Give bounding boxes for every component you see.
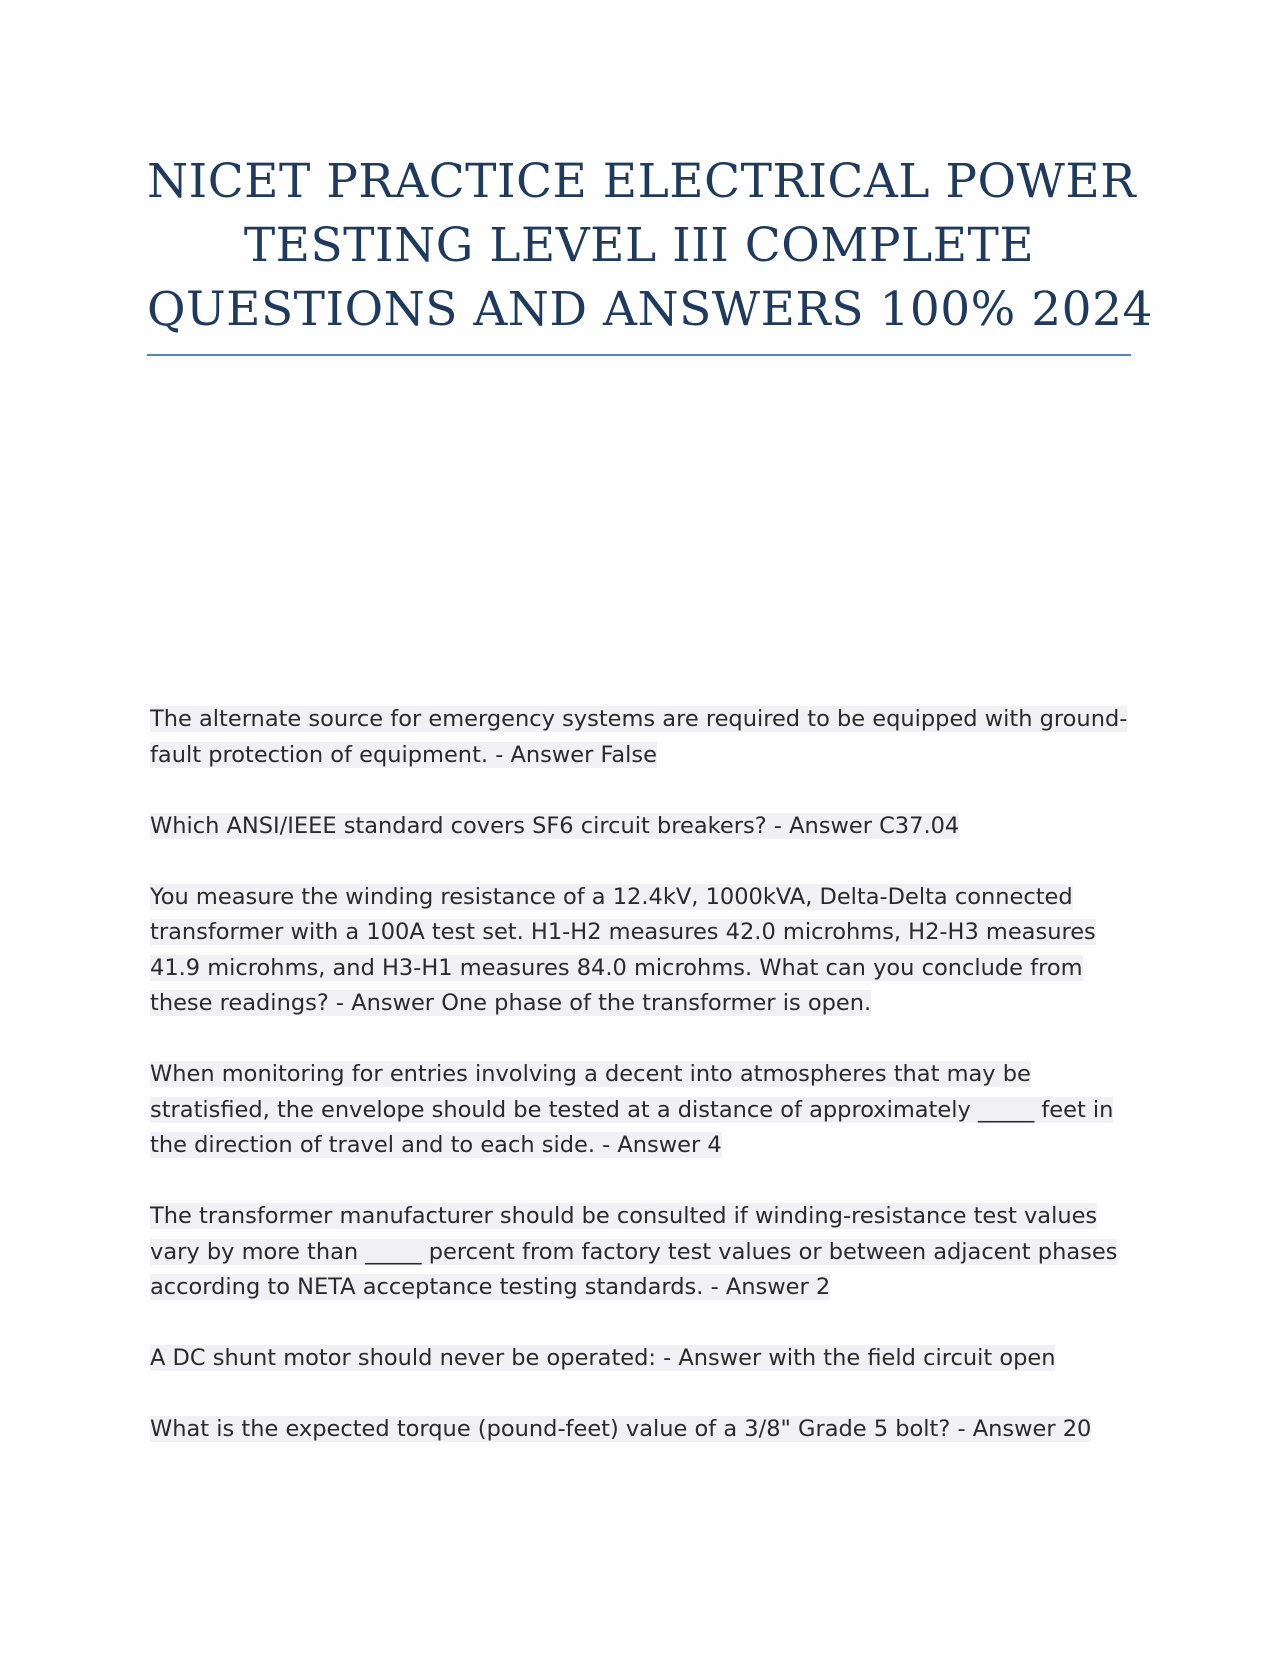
qa-list [150, 702, 1130, 1483]
title-line-2: TESTING LEVEL III COMPLETE [243, 218, 1035, 273]
document-title [147, 150, 1153, 356]
qa-item [150, 1057, 1130, 1164]
qa-text: You measure the winding resistance of a 12.4kV, 1000kVA, Delta-Delta connected transformer with a 100A test set. H1-H2 measures 42.0 microhms, H2-H3 measures 41.9 microhms, and H3-H1 measures 84.0 microhms. What can you conclude from these readings? - Answer One phase of the transformer is open. [150, 883, 1096, 1016]
qa-item [150, 880, 1130, 1022]
qa-item [150, 809, 1130, 845]
title-line-3: QUESTIONS AND ANSWERS 100% 2024 [147, 282, 1153, 337]
qa-text: The alternate source for emergency systems are required to be equipped with ground-fault protection of equipment. - Answer False [150, 706, 1128, 768]
qa-item [150, 1199, 1130, 1306]
qa-text: The transformer manufacturer should be consulted if winding-resistance test values vary by more than _____ percent from factory test values or between adjacent phases according to NETA acceptance testing standards. - Answer 2 [150, 1203, 1118, 1300]
qa-item [150, 1341, 1130, 1377]
qa-text: Which ANSI/IEEE standard covers SF6 circuit breakers? - Answer C37.04 [150, 812, 960, 839]
qa-text: A DC shunt motor should never be operated: - Answer with the field circuit open [150, 1345, 1056, 1371]
qa-text: What is the expected torque (pound-feet) value of a 3/8" Grade 5 bolt? - Answer 20 [150, 1416, 1092, 1442]
qa-item [150, 702, 1130, 773]
qa-text: When monitoring for entries involving a decent into atmospheres that may be stratisfied, the envelope should be tested at a distance of approximately _____ feet in the direction of travel and to each side. - Answer 4 [150, 1061, 1114, 1158]
title-line-1: NICET PRACTICE ELECTRICAL POWER [147, 154, 1137, 209]
qa-item [150, 1412, 1130, 1448]
